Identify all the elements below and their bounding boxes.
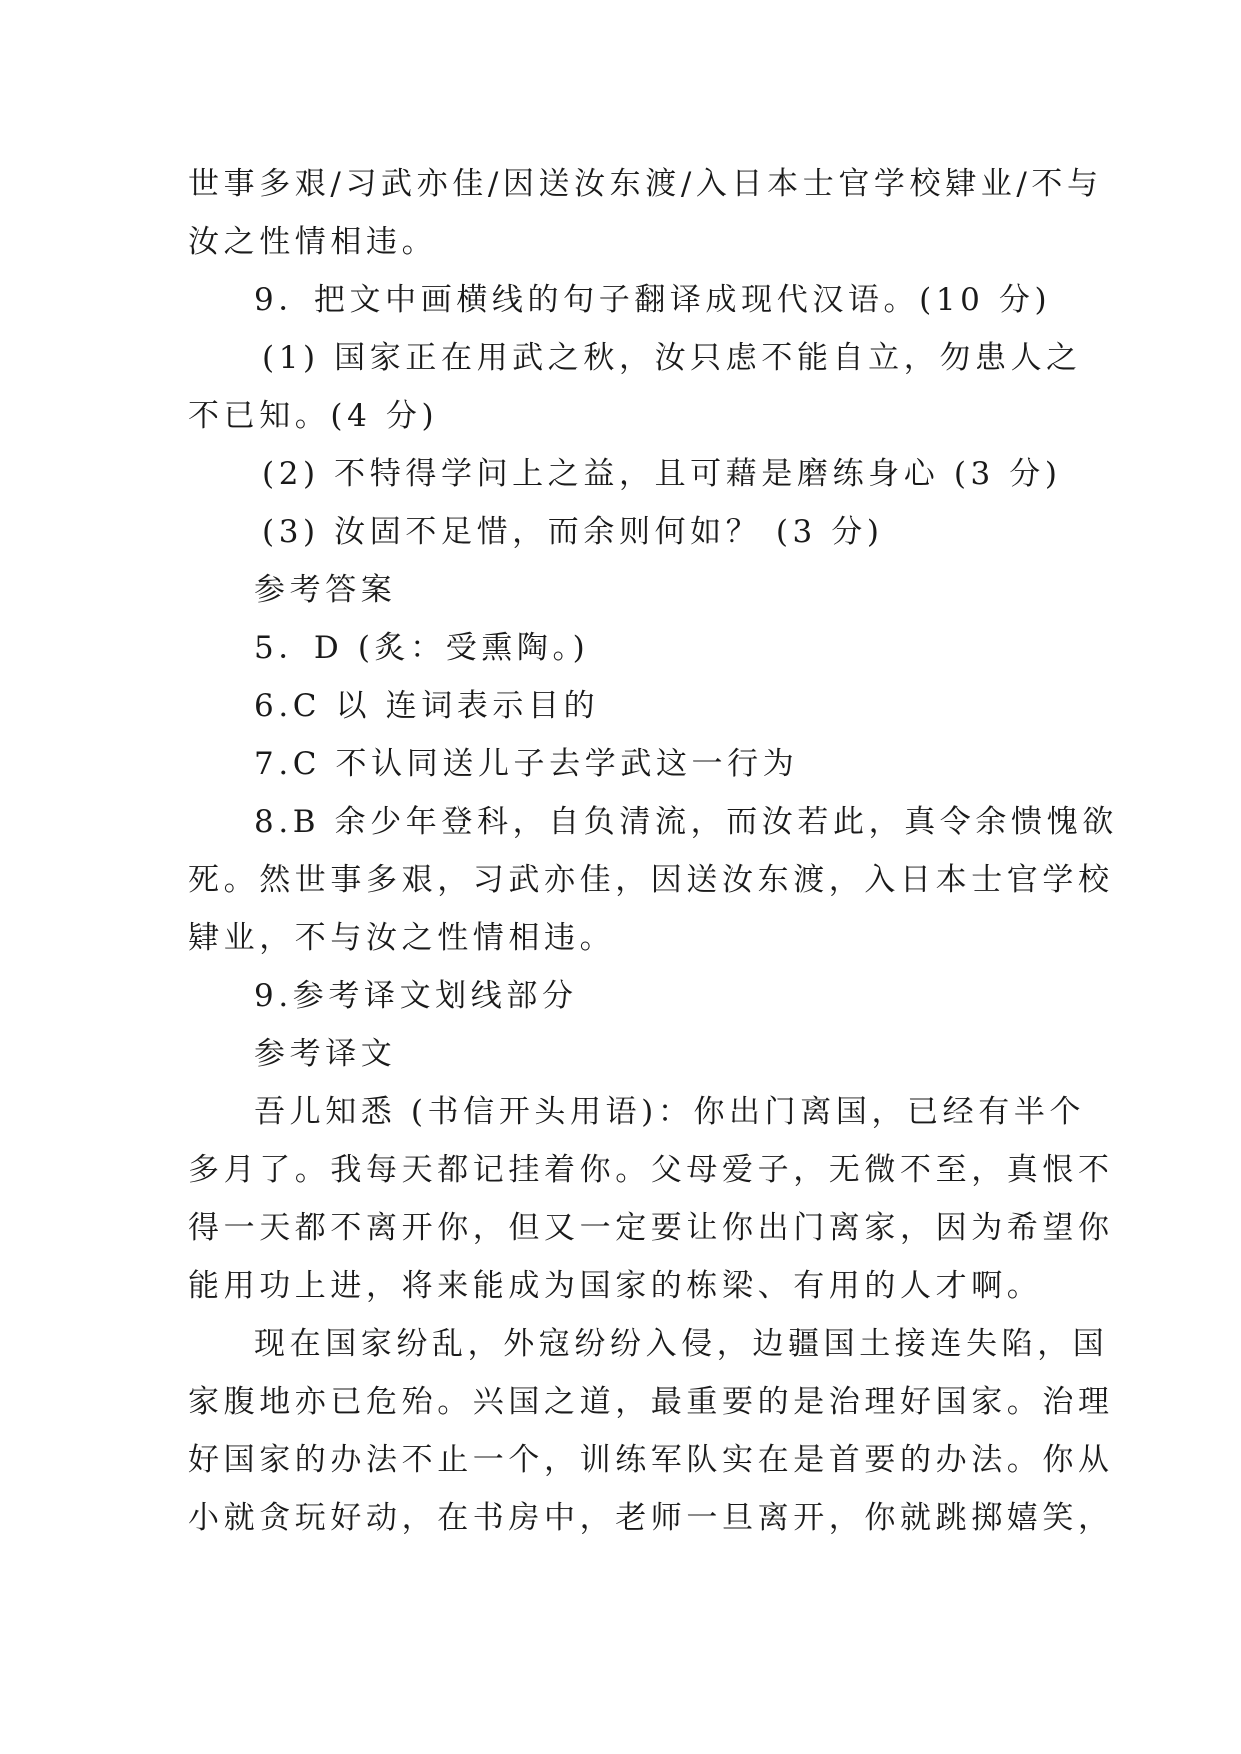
text-line: 得一天都不离开你，但又一定要让你出门离家，因为希望你 (188, 1210, 1114, 1246)
text-line: 小就贪玩好动，在书房中，老师一旦离开，你就跳掷嬉笑， (188, 1500, 1114, 1536)
answer-key-heading: 参考答案 (254, 572, 397, 608)
text-line: 死。然世事多艰，习武亦佳，因送汝东渡，入日本士官学校 (188, 862, 1114, 898)
text-line: 能用功上进，将来能成为国家的栋梁、有用的人才啊。 (188, 1268, 1043, 1304)
text-line: 好国家的办法不止一个，训练军队实在是首要的办法。你从 (188, 1442, 1114, 1478)
answer-6: 6.C 以 连词表示目的 (254, 688, 600, 724)
text-line: 不已知。(4 分) (188, 398, 439, 434)
answer-8: 8.B 余少年登科，自负清流，而汝若此，真令余愦愧欲 (254, 804, 1118, 840)
answer-5: 5．D (炙：受熏陶。) (254, 630, 590, 666)
translation-paragraph-1: 吾儿知悉 (书信开头用语)：你出门离国，已经有半个 (254, 1094, 1086, 1130)
question-9-item-1: (1) 国家正在用武之秋，汝只虑不能自立，勿患人之 (262, 340, 1082, 376)
text-line: 汝之性情相违。 (188, 224, 438, 260)
text-line: 多月了。我每天都记挂着你。父母爱子，无微不至，真恨不 (188, 1152, 1114, 1188)
translation-paragraph-2: 现在国家纷乱，外寇纷纷入侵，边疆国土接连失陷，国 (254, 1326, 1109, 1362)
question-9-item-3: (3) 汝固不足惜，而余则何如？ (3 分) (262, 514, 884, 550)
answer-7: 7.C 不认同送儿子去学武这一行为 (254, 746, 799, 782)
question-9-item-2: (2) 不特得学问上之益，且可藉是磨练身心 (3 分) (262, 456, 1062, 492)
question-9-heading: 9．把文中画横线的句子翻译成现代汉语。(10 分) (254, 282, 1052, 318)
translation-heading: 参考译文 (254, 1036, 397, 1072)
answer-9: 9.参考译文划线部分 (254, 978, 578, 1014)
text-line: 肄业，不与汝之性情相违。 (188, 920, 616, 956)
text-line: 家腹地亦已危殆。兴国之道，最重要的是治理好国家。治理 (188, 1384, 1114, 1420)
text-line: 世事多艰/习武亦佳/因送汝东渡/入日本士官学校肄业/不与 (188, 166, 1103, 202)
